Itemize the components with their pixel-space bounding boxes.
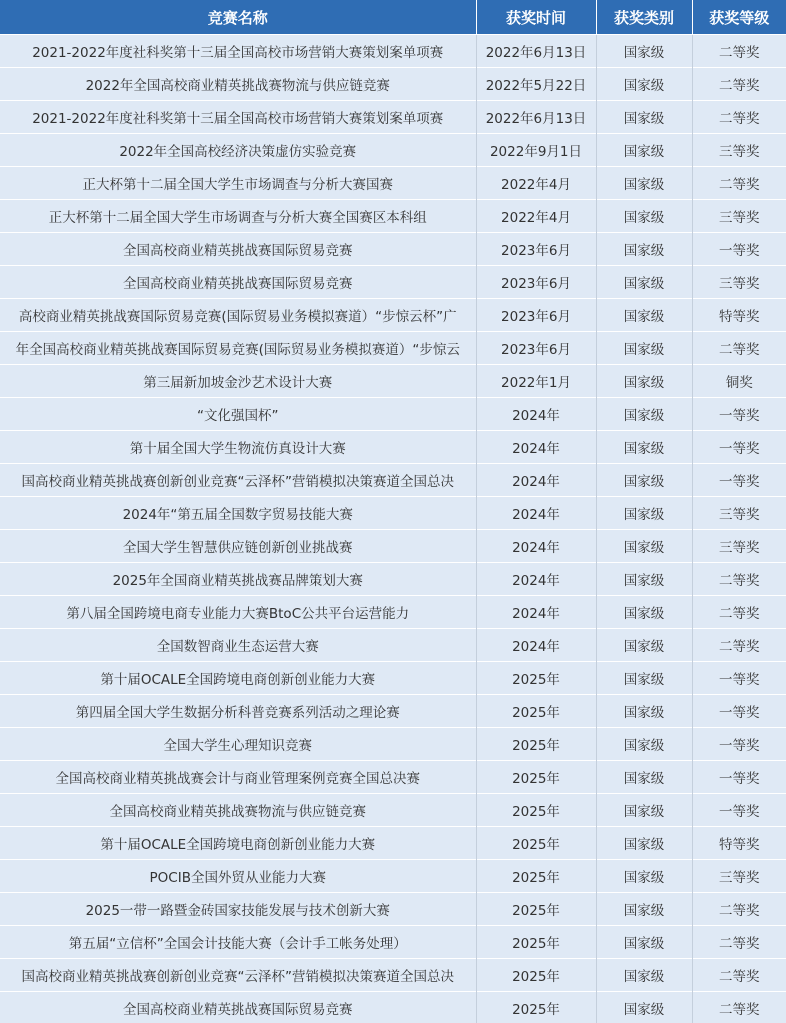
- table-row: [0, 662, 786, 695]
- award-category-cell: 国家级: [596, 365, 692, 398]
- competition-name-cell: 正大杯第十二届全国大学生市场调查与分析大赛国赛: [0, 167, 476, 200]
- column-header-award-category: 获奖类别: [596, 0, 692, 35]
- competition-name-cell: POCIB全国外贸从业能力大赛: [0, 860, 476, 893]
- award-date-cell: 2025年: [476, 926, 596, 959]
- award-category-cell: 国家级: [596, 68, 692, 101]
- competition-name-cell: 年全国高校商业精英挑战赛国际贸易竞赛(国际贸易业务模拟赛道）“步惊云: [0, 332, 476, 365]
- award-category-cell: 国家级: [596, 530, 692, 563]
- award-level-cell: 铜奖: [692, 365, 786, 398]
- award-level-cell: 三等奖: [692, 200, 786, 233]
- column-header-award-date: 获奖时间: [476, 0, 596, 35]
- award-category-cell: 国家级: [596, 35, 692, 68]
- table-row: [0, 827, 786, 860]
- table-row: [0, 431, 786, 464]
- award-date-cell: 2023年6月: [476, 266, 596, 299]
- table-row: [0, 68, 786, 101]
- award-date-cell: 2022年5月22日: [476, 68, 596, 101]
- award-level-cell: 二等奖: [692, 167, 786, 200]
- award-date-cell: 2025年: [476, 959, 596, 992]
- award-category-cell: 国家级: [596, 464, 692, 497]
- table-row: [0, 728, 786, 761]
- competition-name-cell: 第十届全国大学生物流仿真设计大赛: [0, 431, 476, 464]
- award-level-cell: 三等奖: [692, 134, 786, 167]
- award-category-cell: 国家级: [596, 761, 692, 794]
- competition-name-cell: 2022年全国高校商业精英挑战赛物流与供应链竞赛: [0, 68, 476, 101]
- award-level-cell: 一等奖: [692, 662, 786, 695]
- competition-name-cell: 全国数智商业生态运营大赛: [0, 629, 476, 662]
- table-row: [0, 563, 786, 596]
- award-category-cell: 国家级: [596, 596, 692, 629]
- award-level-cell: 三等奖: [692, 860, 786, 893]
- award-date-cell: 2024年: [476, 431, 596, 464]
- award-category-cell: 国家级: [596, 431, 692, 464]
- competition-name-cell: 2021-2022年度社科奖第十三届全国高校市场营销大赛策划案单项赛: [0, 35, 476, 68]
- award-level-cell: 一等奖: [692, 464, 786, 497]
- award-level-cell: 一等奖: [692, 728, 786, 761]
- competition-name-cell: 全国高校商业精英挑战赛会计与商业管理案例竞赛全国总决赛: [0, 761, 476, 794]
- award-date-cell: 2022年6月13日: [476, 35, 596, 68]
- award-category-cell: 国家级: [596, 827, 692, 860]
- column-header-award-level: 获奖等级: [692, 0, 786, 35]
- award-level-cell: 二等奖: [692, 68, 786, 101]
- award-level-cell: 一等奖: [692, 233, 786, 266]
- award-category-cell: 国家级: [596, 860, 692, 893]
- award-date-cell: 2025年: [476, 695, 596, 728]
- competition-name-cell: 国高校商业精英挑战赛创新创业竞赛“云泽杯”营销模拟决策赛道全国总决: [0, 464, 476, 497]
- table-row: [0, 35, 786, 68]
- competition-name-cell: 2024年“第五届全国数字贸易技能大赛: [0, 497, 476, 530]
- award-date-cell: 2024年: [476, 497, 596, 530]
- competition-name-cell: 第十届OCALE全国跨境电商创新创业能力大赛: [0, 662, 476, 695]
- table-row: [0, 959, 786, 992]
- award-category-cell: 国家级: [596, 200, 692, 233]
- table-row: [0, 134, 786, 167]
- competition-name-cell: 2025一带一路暨金砖国家技能发展与技术创新大赛: [0, 893, 476, 926]
- award-date-cell: 2022年4月: [476, 167, 596, 200]
- table-row: [0, 101, 786, 134]
- award-level-cell: 特等奖: [692, 299, 786, 332]
- competition-name-cell: 全国高校商业精英挑战赛国际贸易竞赛: [0, 992, 476, 1023]
- competition-name-cell: 高校商业精英挑战赛国际贸易竞赛(国际贸易业务模拟赛道）“步惊云杯”⼴: [0, 299, 476, 332]
- table-row: [0, 761, 786, 794]
- award-level-cell: 二等奖: [692, 893, 786, 926]
- award-level-cell: 二等奖: [692, 959, 786, 992]
- competition-name-cell: 正大杯第十二届全国大学生市场调查与分析大赛全国赛区本科组: [0, 200, 476, 233]
- award-level-cell: 二等奖: [692, 101, 786, 134]
- table-row: [0, 497, 786, 530]
- competition-name-cell: 第十届OCALE全国跨境电商创新创业能力大赛: [0, 827, 476, 860]
- award-date-cell: 2025年: [476, 761, 596, 794]
- award-date-cell: 2025年: [476, 794, 596, 827]
- award-level-cell: 二等奖: [692, 992, 786, 1023]
- award-level-cell: 一等奖: [692, 431, 786, 464]
- competition-name-cell: 2022年全国高校经济决策虚仿实验竞赛: [0, 134, 476, 167]
- award-date-cell: 2024年: [476, 563, 596, 596]
- table-row: [0, 695, 786, 728]
- competition-name-cell: 全国高校商业精英挑战赛国际贸易竞赛: [0, 233, 476, 266]
- award-level-cell: 三等奖: [692, 266, 786, 299]
- award-level-cell: 一等奖: [692, 761, 786, 794]
- table-row: [0, 860, 786, 893]
- award-category-cell: 国家级: [596, 398, 692, 431]
- award-category-cell: 国家级: [596, 167, 692, 200]
- competition-name-cell: 2021-2022年度社科奖第十三届全国高校市场营销大赛策划案单项赛: [0, 101, 476, 134]
- award-category-cell: 国家级: [596, 134, 692, 167]
- award-date-cell: 2025年: [476, 893, 596, 926]
- award-category-cell: 国家级: [596, 497, 692, 530]
- award-level-cell: 一等奖: [692, 794, 786, 827]
- competition-name-cell: 第五届“立信杯”全国会计技能大赛（会计手工帐务处理）: [0, 926, 476, 959]
- award-level-cell: 一等奖: [692, 398, 786, 431]
- table-row: [0, 530, 786, 563]
- table-row: [0, 299, 786, 332]
- award-level-cell: 一等奖: [692, 695, 786, 728]
- table-row: [0, 200, 786, 233]
- award-date-cell: 2024年: [476, 530, 596, 563]
- award-level-cell: 三等奖: [692, 530, 786, 563]
- competition-name-cell: 国高校商业精英挑战赛创新创业竞赛“云泽杯”营销模拟决策赛道全国总决: [0, 959, 476, 992]
- column-header-competition-name: 竞赛名称: [0, 0, 476, 35]
- award-date-cell: 2023年6月: [476, 299, 596, 332]
- award-level-cell: 二等奖: [692, 332, 786, 365]
- award-category-cell: 国家级: [596, 926, 692, 959]
- award-date-cell: 2025年: [476, 728, 596, 761]
- award-date-cell: 2025年: [476, 860, 596, 893]
- award-level-cell: 二等奖: [692, 563, 786, 596]
- award-date-cell: 2022年6月13日: [476, 101, 596, 134]
- award-date-cell: 2024年: [476, 398, 596, 431]
- table-header: [0, 0, 786, 35]
- table-row: [0, 398, 786, 431]
- award-category-cell: 国家级: [596, 233, 692, 266]
- award-date-cell: 2022年4月: [476, 200, 596, 233]
- table-row: [0, 629, 786, 662]
- award-date-cell: 2024年: [476, 629, 596, 662]
- award-level-cell: 二等奖: [692, 629, 786, 662]
- award-category-cell: 国家级: [596, 563, 692, 596]
- award-date-cell: 2023年6月: [476, 332, 596, 365]
- table-row: [0, 332, 786, 365]
- award-category-cell: 国家级: [596, 695, 692, 728]
- award-category-cell: 国家级: [596, 662, 692, 695]
- table-body: [0, 35, 786, 1023]
- competition-name-cell: 2025年全国商业精英挑战赛品牌策划大赛: [0, 563, 476, 596]
- competition-name-cell: 全国高校商业精英挑战赛物流与供应链竞赛: [0, 794, 476, 827]
- competition-name-cell: 第四届全国大学生数据分析科普竞赛系列活动之理论赛: [0, 695, 476, 728]
- competition-name-cell: 全国大学生心理知识竞赛: [0, 728, 476, 761]
- header-row: [0, 0, 786, 35]
- award-level-cell: 二等奖: [692, 926, 786, 959]
- table-row: [0, 233, 786, 266]
- award-date-cell: 2025年: [476, 992, 596, 1023]
- award-date-cell: 2022年1月: [476, 365, 596, 398]
- competition-name-cell: 第八届全国跨境电商专业能力大赛BtoC公共平台运营能力: [0, 596, 476, 629]
- award-level-cell: 二等奖: [692, 35, 786, 68]
- award-date-cell: 2025年: [476, 662, 596, 695]
- award-date-cell: 2023年6月: [476, 233, 596, 266]
- award-date-cell: 2024年: [476, 596, 596, 629]
- award-category-cell: 国家级: [596, 728, 692, 761]
- table-row: [0, 992, 786, 1023]
- award-category-cell: 国家级: [596, 266, 692, 299]
- table-row: [0, 167, 786, 200]
- award-level-cell: 特等奖: [692, 827, 786, 860]
- award-category-cell: 国家级: [596, 893, 692, 926]
- award-date-cell: 2025年: [476, 827, 596, 860]
- table-row: [0, 464, 786, 497]
- competition-name-cell: “文化强国杯”: [0, 398, 476, 431]
- table-row: [0, 893, 786, 926]
- competition-name-cell: 全国高校商业精英挑战赛国际贸易竞赛: [0, 266, 476, 299]
- award-date-cell: 2024年: [476, 464, 596, 497]
- table-row: [0, 365, 786, 398]
- award-category-cell: 国家级: [596, 629, 692, 662]
- competition-name-cell: 第三届新加坡金沙艺术设计大赛: [0, 365, 476, 398]
- award-category-cell: 国家级: [596, 992, 692, 1023]
- table-row: [0, 926, 786, 959]
- award-date-cell: 2022年9月1日: [476, 134, 596, 167]
- award-category-cell: 国家级: [596, 959, 692, 992]
- award-category-cell: 国家级: [596, 101, 692, 134]
- award-level-cell: 三等奖: [692, 497, 786, 530]
- award-category-cell: 国家级: [596, 794, 692, 827]
- award-category-cell: 国家级: [596, 332, 692, 365]
- table-row: [0, 794, 786, 827]
- table-row: [0, 266, 786, 299]
- table-row: [0, 596, 786, 629]
- award-category-cell: 国家级: [596, 299, 692, 332]
- competition-name-cell: 全国大学生智慧供应链创新创业挑战赛: [0, 530, 476, 563]
- award-level-cell: 二等奖: [692, 596, 786, 629]
